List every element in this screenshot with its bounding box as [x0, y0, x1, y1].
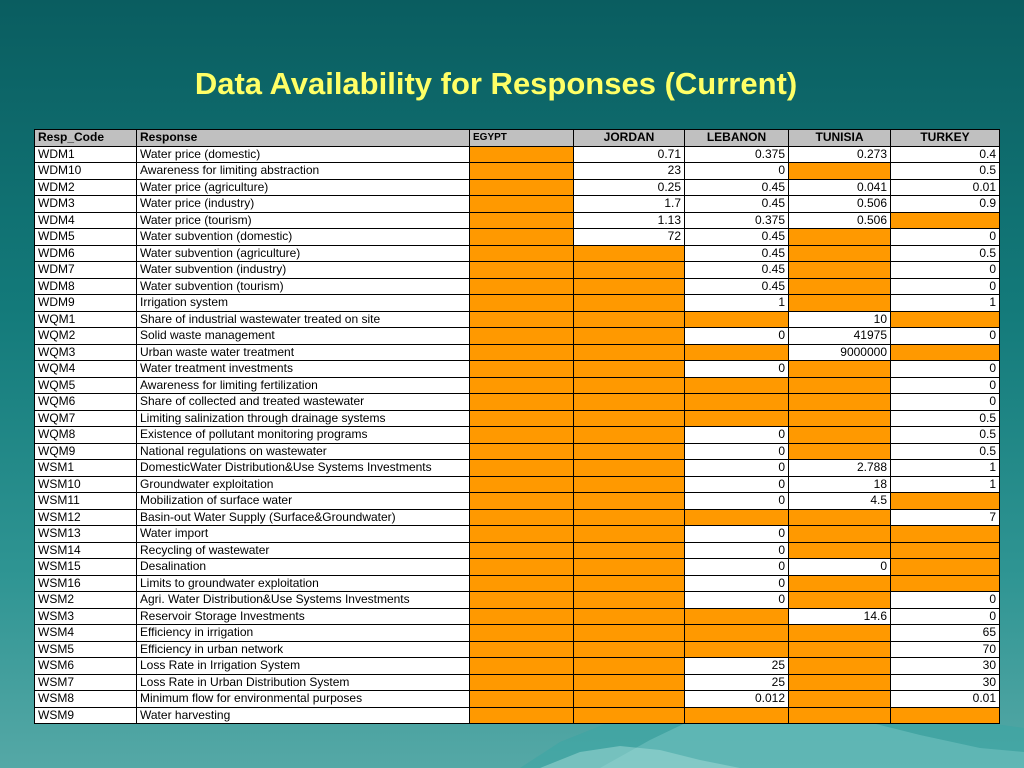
cell-tunisia-value: 0.506: [789, 196, 891, 213]
cell-egypt-missing: [470, 658, 574, 675]
cell-lebanon-value: 0.012: [685, 691, 789, 708]
cell-turkey-value: 0.5: [891, 410, 1000, 427]
cell-egypt-missing: [470, 443, 574, 460]
cell-resp-code: WSM4: [35, 625, 137, 642]
cell-jordan-missing: [574, 559, 685, 576]
cell-tunisia-missing: [789, 526, 891, 543]
cell-response: Water subvention (agriculture): [137, 245, 470, 262]
cell-lebanon-value: 0: [685, 427, 789, 444]
cell-response: Efficiency in irrigation: [137, 625, 470, 642]
cell-turkey-value: 0: [891, 394, 1000, 411]
table-row: [35, 212, 1000, 229]
cell-turkey-value: 1: [891, 295, 1000, 312]
header-egypt: EGYPT: [470, 130, 574, 147]
cell-jordan-missing: [574, 641, 685, 658]
cell-tunisia-missing: [789, 592, 891, 609]
cell-jordan-missing: [574, 427, 685, 444]
table-row: [35, 344, 1000, 361]
cell-tunisia-value: 18: [789, 476, 891, 493]
cell-resp-code: WDM4: [35, 212, 137, 229]
cell-tunisia-missing: [789, 641, 891, 658]
cell-resp-code: WSM2: [35, 592, 137, 609]
header-lebanon: LEBANON: [685, 130, 789, 147]
cell-jordan-missing: [574, 542, 685, 559]
table-row: [35, 394, 1000, 411]
cell-resp-code: WQM7: [35, 410, 137, 427]
table-row: [35, 361, 1000, 378]
cell-lebanon-value: 0: [685, 460, 789, 477]
cell-lebanon-value: 0: [685, 526, 789, 543]
cell-resp-code: WDM8: [35, 278, 137, 295]
cell-jordan-missing: [574, 608, 685, 625]
cell-egypt-missing: [470, 559, 574, 576]
cell-tunisia-missing: [789, 427, 891, 444]
cell-egypt-missing: [470, 212, 574, 229]
cell-turkey-missing: [891, 212, 1000, 229]
cell-turkey-value: 0: [891, 592, 1000, 609]
cell-jordan-missing: [574, 592, 685, 609]
table-row: [35, 328, 1000, 345]
cell-egypt-missing: [470, 361, 574, 378]
table-row: [35, 377, 1000, 394]
cell-tunisia-value: 0: [789, 559, 891, 576]
cell-egypt-missing: [470, 278, 574, 295]
cell-turkey-value: 30: [891, 658, 1000, 675]
cell-jordan-missing: [574, 707, 685, 724]
table-row: [35, 410, 1000, 427]
table-row: [35, 278, 1000, 295]
cell-response: Water price (agriculture): [137, 179, 470, 196]
cell-jordan-missing: [574, 262, 685, 279]
cell-egypt-missing: [470, 608, 574, 625]
cell-response: Irrigation system: [137, 295, 470, 312]
cell-jordan-missing: [574, 394, 685, 411]
cell-tunisia-missing: [789, 658, 891, 675]
cell-lebanon-value: 0: [685, 542, 789, 559]
cell-resp-code: WQM6: [35, 394, 137, 411]
cell-turkey-value: 0.5: [891, 163, 1000, 180]
cell-tunisia-value: 4.5: [789, 493, 891, 510]
table-row: [35, 575, 1000, 592]
cell-tunisia-value: 41975: [789, 328, 891, 345]
table-row: [35, 559, 1000, 576]
cell-jordan-missing: [574, 526, 685, 543]
cell-response: Water harvesting: [137, 707, 470, 724]
cell-resp-code: WSM13: [35, 526, 137, 543]
cell-jordan-value: 23: [574, 163, 685, 180]
cell-egypt-missing: [470, 163, 574, 180]
cell-turkey-missing: [891, 559, 1000, 576]
cell-tunisia-missing: [789, 377, 891, 394]
cell-tunisia-missing: [789, 691, 891, 708]
cell-tunisia-missing: [789, 394, 891, 411]
cell-resp-code: WQM3: [35, 344, 137, 361]
cell-egypt-missing: [470, 146, 574, 163]
cell-tunisia-missing: [789, 625, 891, 642]
cell-turkey-value: 0: [891, 608, 1000, 625]
cell-response: Reservoir Storage Investments: [137, 608, 470, 625]
cell-turkey-value: 0: [891, 229, 1000, 246]
cell-egypt-missing: [470, 262, 574, 279]
cell-jordan-missing: [574, 344, 685, 361]
cell-response: National regulations on wastewater: [137, 443, 470, 460]
table-row: [35, 229, 1000, 246]
cell-lebanon-value: 0: [685, 575, 789, 592]
cell-lebanon-missing: [685, 344, 789, 361]
table-row: [35, 542, 1000, 559]
table-row: [35, 146, 1000, 163]
cell-turkey-missing: [891, 707, 1000, 724]
cell-jordan-missing: [574, 443, 685, 460]
cell-lebanon-value: 0.45: [685, 262, 789, 279]
cell-egypt-missing: [470, 295, 574, 312]
cell-resp-code: WSM10: [35, 476, 137, 493]
table-row: [35, 295, 1000, 312]
cell-turkey-value: 0.5: [891, 427, 1000, 444]
cell-turkey-value: 0.9: [891, 196, 1000, 213]
cell-lebanon-value: 0: [685, 559, 789, 576]
cell-tunisia-missing: [789, 509, 891, 526]
cell-response: Water price (tourism): [137, 212, 470, 229]
cell-resp-code: WDM10: [35, 163, 137, 180]
cell-jordan-missing: [574, 575, 685, 592]
cell-tunisia-value: 14.6: [789, 608, 891, 625]
cell-turkey-missing: [891, 575, 1000, 592]
cell-tunisia-missing: [789, 542, 891, 559]
cell-jordan-missing: [574, 460, 685, 477]
cell-lebanon-value: 0.45: [685, 278, 789, 295]
cell-response: Solid waste management: [137, 328, 470, 345]
cell-egypt-missing: [470, 509, 574, 526]
cell-egypt-missing: [470, 674, 574, 691]
cell-tunisia-value: 2.788: [789, 460, 891, 477]
cell-turkey-value: 0.5: [891, 245, 1000, 262]
table-row: [35, 179, 1000, 196]
cell-lebanon-value: 0.45: [685, 229, 789, 246]
cell-jordan-missing: [574, 295, 685, 312]
cell-resp-code: WSM3: [35, 608, 137, 625]
cell-jordan-missing: [574, 509, 685, 526]
cell-resp-code: WSM8: [35, 691, 137, 708]
cell-egypt-missing: [470, 476, 574, 493]
cell-turkey-value: 7: [891, 509, 1000, 526]
cell-jordan-value: 0.71: [574, 146, 685, 163]
cell-egypt-missing: [470, 691, 574, 708]
cell-response: Water import: [137, 526, 470, 543]
table-row: [35, 674, 1000, 691]
header-resp-code: Resp_Code: [35, 130, 137, 147]
cell-resp-code: WQM5: [35, 377, 137, 394]
cell-resp-code: WSM11: [35, 493, 137, 510]
cell-jordan-missing: [574, 377, 685, 394]
cell-turkey-missing: [891, 526, 1000, 543]
cell-egypt-missing: [470, 526, 574, 543]
cell-lebanon-value: 0: [685, 163, 789, 180]
cell-jordan-missing: [574, 493, 685, 510]
cell-turkey-missing: [891, 311, 1000, 328]
table-row: [35, 262, 1000, 279]
cell-tunisia-missing: [789, 229, 891, 246]
table-row: [35, 196, 1000, 213]
table-row: [35, 691, 1000, 708]
cell-response: Agri. Water Distribution&Use Systems Investments: [137, 592, 470, 609]
cell-jordan-missing: [574, 674, 685, 691]
cell-resp-code: WQM4: [35, 361, 137, 378]
cell-tunisia-missing: [789, 674, 891, 691]
cell-response: Awareness for limiting fertilization: [137, 377, 470, 394]
cell-resp-code: WSM9: [35, 707, 137, 724]
cell-tunisia-missing: [789, 278, 891, 295]
cell-lebanon-value: 0.45: [685, 245, 789, 262]
table-row: [35, 658, 1000, 675]
cell-tunisia-value: 0.273: [789, 146, 891, 163]
header-tunisia: TUNISIA: [789, 130, 891, 147]
cell-turkey-value: 0.5: [891, 443, 1000, 460]
cell-egypt-missing: [470, 196, 574, 213]
cell-resp-code: WSM1: [35, 460, 137, 477]
cell-turkey-value: 1: [891, 460, 1000, 477]
table-row: [35, 526, 1000, 543]
cell-egypt-missing: [470, 179, 574, 196]
cell-lebanon-missing: [685, 608, 789, 625]
header-response: Response: [137, 130, 470, 147]
cell-tunisia-missing: [789, 361, 891, 378]
cell-response: Awareness for limiting abstraction: [137, 163, 470, 180]
cell-response: Urban waste water treatment: [137, 344, 470, 361]
cell-lebanon-missing: [685, 377, 789, 394]
cell-tunisia-missing: [789, 245, 891, 262]
cell-response: Desalination: [137, 559, 470, 576]
cell-resp-code: WDM1: [35, 146, 137, 163]
cell-tunisia-missing: [789, 443, 891, 460]
cell-response: Water subvention (domestic): [137, 229, 470, 246]
cell-resp-code: WSM5: [35, 641, 137, 658]
cell-egypt-missing: [470, 394, 574, 411]
cell-jordan-missing: [574, 410, 685, 427]
cell-tunisia-value: 10: [789, 311, 891, 328]
cell-tunisia-missing: [789, 295, 891, 312]
cell-resp-code: WDM7: [35, 262, 137, 279]
cell-resp-code: WDM6: [35, 245, 137, 262]
cell-lebanon-missing: [685, 509, 789, 526]
cell-response: Existence of pollutant monitoring programs: [137, 427, 470, 444]
cell-lebanon-value: 0: [685, 328, 789, 345]
cell-lebanon-value: 25: [685, 658, 789, 675]
cell-response: Mobilization of surface water: [137, 493, 470, 510]
cell-turkey-value: 1: [891, 476, 1000, 493]
cell-resp-code: WQM1: [35, 311, 137, 328]
cell-lebanon-value: 25: [685, 674, 789, 691]
cell-turkey-value: 30: [891, 674, 1000, 691]
cell-turkey-value: 65: [891, 625, 1000, 642]
cell-response: Water treatment investments: [137, 361, 470, 378]
cell-tunisia-missing: [789, 262, 891, 279]
cell-resp-code: WDM2: [35, 179, 137, 196]
table-row: [35, 707, 1000, 724]
cell-egypt-missing: [470, 592, 574, 609]
cell-response: Water subvention (tourism): [137, 278, 470, 295]
cell-lebanon-missing: [685, 625, 789, 642]
cell-egypt-missing: [470, 625, 574, 642]
cell-response: Limits to groundwater exploitation: [137, 575, 470, 592]
cell-egypt-missing: [470, 707, 574, 724]
data-availability-table: [34, 129, 1000, 724]
cell-lebanon-value: 1: [685, 295, 789, 312]
header-row: [35, 130, 1000, 147]
header-jordan: JORDAN: [574, 130, 685, 147]
cell-response: DomesticWater Distribution&Use Systems Investments: [137, 460, 470, 477]
cell-tunisia-missing: [789, 575, 891, 592]
cell-lebanon-value: 0.45: [685, 179, 789, 196]
cell-lebanon-value: 0: [685, 361, 789, 378]
cell-lebanon-value: 0.375: [685, 146, 789, 163]
cell-resp-code: WSM16: [35, 575, 137, 592]
table-row: [35, 443, 1000, 460]
cell-egypt-missing: [470, 575, 574, 592]
cell-jordan-missing: [574, 311, 685, 328]
cell-response: Water subvention (industry): [137, 262, 470, 279]
cell-egypt-missing: [470, 427, 574, 444]
table-row: [35, 592, 1000, 609]
cell-jordan-value: 1.13: [574, 212, 685, 229]
cell-tunisia-missing: [789, 163, 891, 180]
cell-lebanon-missing: [685, 311, 789, 328]
cell-lebanon-value: 0.375: [685, 212, 789, 229]
cell-response: Recycling of wastewater: [137, 542, 470, 559]
cell-turkey-value: 0.01: [891, 179, 1000, 196]
cell-egypt-missing: [470, 641, 574, 658]
cell-tunisia-value: 0.041: [789, 179, 891, 196]
table-row: [35, 427, 1000, 444]
cell-resp-code: WSM7: [35, 674, 137, 691]
table-row: [35, 163, 1000, 180]
cell-resp-code: WDM5: [35, 229, 137, 246]
cell-egypt-missing: [470, 229, 574, 246]
cell-response: Water price (domestic): [137, 146, 470, 163]
table-row: [35, 509, 1000, 526]
cell-egypt-missing: [470, 311, 574, 328]
cell-egypt-missing: [470, 542, 574, 559]
cell-resp-code: WQM2: [35, 328, 137, 345]
cell-egypt-missing: [470, 460, 574, 477]
cell-jordan-value: 1.7: [574, 196, 685, 213]
cell-response: Efficiency in urban network: [137, 641, 470, 658]
cell-lebanon-value: 0.45: [685, 196, 789, 213]
cell-egypt-missing: [470, 410, 574, 427]
table-row: [35, 641, 1000, 658]
cell-turkey-value: 70: [891, 641, 1000, 658]
cell-resp-code: WSM12: [35, 509, 137, 526]
table-row: [35, 460, 1000, 477]
cell-turkey-value: 0: [891, 262, 1000, 279]
cell-jordan-missing: [574, 278, 685, 295]
cell-turkey-missing: [891, 344, 1000, 361]
cell-lebanon-missing: [685, 641, 789, 658]
cell-turkey-value: 0: [891, 328, 1000, 345]
cell-turkey-value: 0.01: [891, 691, 1000, 708]
cell-resp-code: WSM14: [35, 542, 137, 559]
cell-tunisia-missing: [789, 410, 891, 427]
table-body: [35, 146, 1000, 724]
cell-egypt-missing: [470, 493, 574, 510]
cell-resp-code: WQM9: [35, 443, 137, 460]
cell-egypt-missing: [470, 344, 574, 361]
table-row: [35, 625, 1000, 642]
cell-response: Limiting salinization through drainage systems: [137, 410, 470, 427]
cell-response: Loss Rate in Urban Distribution System: [137, 674, 470, 691]
cell-turkey-value: 0: [891, 278, 1000, 295]
cell-tunisia-value: 9000000: [789, 344, 891, 361]
cell-jordan-missing: [574, 361, 685, 378]
cell-jordan-value: 72: [574, 229, 685, 246]
cell-response: Water price (industry): [137, 196, 470, 213]
table-row: [35, 311, 1000, 328]
cell-egypt-missing: [470, 328, 574, 345]
cell-jordan-missing: [574, 625, 685, 642]
header-turkey: TURKEY: [891, 130, 1000, 147]
table-row: [35, 493, 1000, 510]
cell-turkey-missing: [891, 542, 1000, 559]
cell-turkey-value: 0: [891, 361, 1000, 378]
cell-jordan-missing: [574, 245, 685, 262]
table-row: [35, 245, 1000, 262]
table-row: [35, 608, 1000, 625]
cell-response: Minimum flow for environmental purposes: [137, 691, 470, 708]
cell-response: Basin-out Water Supply (Surface&Groundwater): [137, 509, 470, 526]
cell-jordan-missing: [574, 328, 685, 345]
cell-lebanon-missing: [685, 707, 789, 724]
cell-turkey-missing: [891, 493, 1000, 510]
cell-jordan-missing: [574, 476, 685, 493]
cell-jordan-value: 0.25: [574, 179, 685, 196]
slide-title: Data Availability for Responses (Current): [194, 66, 798, 101]
cell-jordan-missing: [574, 658, 685, 675]
cell-turkey-value: 0.4: [891, 146, 1000, 163]
cell-resp-code: WSM15: [35, 559, 137, 576]
cell-lebanon-value: 0: [685, 443, 789, 460]
cell-egypt-missing: [470, 245, 574, 262]
cell-response: Loss Rate in Irrigation System: [137, 658, 470, 675]
cell-egypt-missing: [470, 377, 574, 394]
cell-response: Groundwater exploitation: [137, 476, 470, 493]
cell-lebanon-value: 0: [685, 476, 789, 493]
cell-resp-code: WQM8: [35, 427, 137, 444]
cell-resp-code: WDM9: [35, 295, 137, 312]
cell-tunisia-value: 0.506: [789, 212, 891, 229]
cell-resp-code: WDM3: [35, 196, 137, 213]
cell-response: Share of industrial wastewater treated on site: [137, 311, 470, 328]
cell-lebanon-missing: [685, 394, 789, 411]
cell-lebanon-value: 0: [685, 592, 789, 609]
cell-response: Share of collected and treated wastewater: [137, 394, 470, 411]
cell-lebanon-value: 0: [685, 493, 789, 510]
cell-lebanon-missing: [685, 410, 789, 427]
table-row: [35, 476, 1000, 493]
cell-tunisia-missing: [789, 707, 891, 724]
cell-resp-code: WSM6: [35, 658, 137, 675]
cell-jordan-missing: [574, 691, 685, 708]
cell-turkey-value: 0: [891, 377, 1000, 394]
